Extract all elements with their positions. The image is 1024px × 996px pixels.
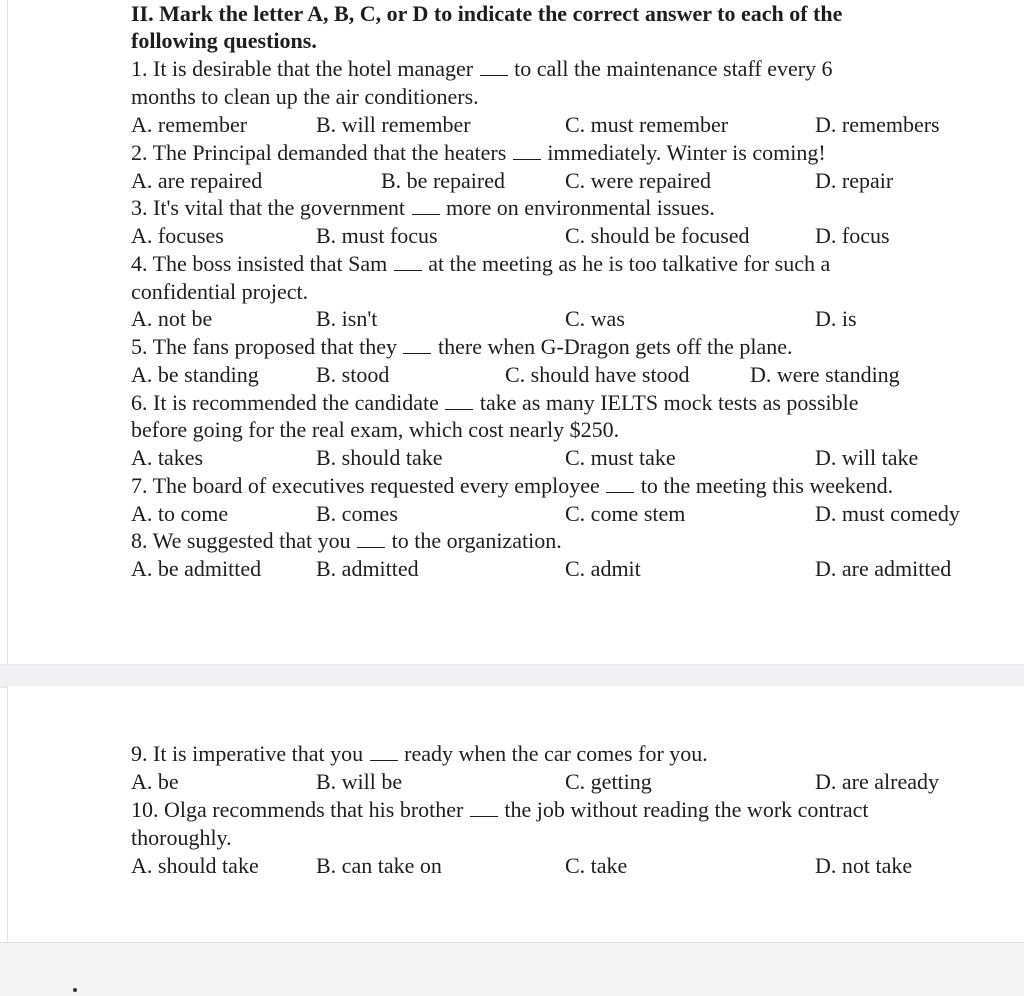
answer-blank	[412, 213, 440, 215]
answer-blank	[470, 815, 498, 817]
question-5: 5. The fans proposed that they there when G-Dragon gets off the plane.	[131, 334, 793, 359]
question-3: 3. It's vital that the government more on environmental issues.	[131, 195, 715, 220]
option-d: D. remembers	[815, 112, 940, 137]
option-a: A. be admitted	[131, 556, 262, 581]
answer-blank	[513, 158, 541, 160]
answer-blank	[445, 408, 473, 410]
option-a: A. focuses	[131, 223, 224, 248]
answer-blank	[394, 269, 422, 271]
option-c: C. admit	[565, 556, 641, 581]
option-d: D. focus	[815, 223, 890, 248]
answer-blank	[357, 546, 385, 548]
option-d: D. will take	[815, 445, 919, 470]
option-c: C. come stem	[565, 501, 686, 526]
option-c: C. was	[565, 306, 625, 331]
question-1-cont: months to clean up the air conditioners.	[131, 84, 479, 109]
option-b: B. will be	[316, 769, 403, 794]
option-c: C. must take	[565, 445, 676, 470]
option-c: C. should be focused	[565, 223, 750, 248]
option-d: D. must comedy	[815, 501, 960, 526]
question-7: 7. The board of executives requested every employee to the meeting this weekend.	[131, 473, 894, 498]
option-a: A. are repaired	[131, 168, 263, 193]
option-c: C. were repaired	[565, 168, 711, 193]
question-10: 10. Olga recommends that his brother the job without reading the work contract	[131, 797, 869, 822]
option-b: B. must focus	[316, 223, 438, 248]
section-heading-cont: following questions.	[131, 28, 317, 53]
question-8: 8. We suggested that you to the organization.	[131, 528, 562, 553]
answer-blank	[480, 74, 508, 76]
option-b: B. can take on	[316, 853, 442, 878]
option-b: B. stood	[316, 362, 390, 387]
question-2: 2. The Principal demanded that the heaters immediately. Winter is coming!	[131, 140, 826, 165]
option-a: A. to come	[131, 501, 229, 526]
question-4-cont: confidential project.	[131, 279, 309, 304]
option-a: A. should take	[131, 853, 259, 878]
option-b: B. admitted	[316, 556, 419, 581]
option-b: B. will remember	[316, 112, 471, 137]
question-6: 6. It is recommended the candidate take as many IELTS mock tests as possible	[131, 390, 859, 415]
option-a: A. be standing	[131, 362, 259, 387]
option-d: D. is	[815, 306, 857, 331]
option-a: A. remember	[131, 112, 248, 137]
answer-blank	[403, 352, 431, 354]
option-b: B. isn't	[316, 306, 378, 331]
question-6-cont: before going for the real exam, which cost nearly $250.	[131, 417, 620, 442]
question-10-cont: thoroughly.	[131, 825, 232, 850]
question-1: 1. It is desirable that the hotel manager to call the maintenance staff every 6	[131, 56, 833, 81]
option-d: D. are already	[815, 769, 939, 794]
answer-blank	[606, 491, 634, 493]
option-b: B. comes	[316, 501, 398, 526]
footer-dot	[73, 988, 77, 992]
option-a: A. takes	[131, 445, 204, 470]
option-a: A. be	[131, 769, 179, 794]
question-9: 9. It is imperative that you ready when the car comes for you.	[131, 741, 708, 766]
option-c: C. should have stood	[505, 362, 690, 387]
question-4: 4. The boss insisted that Sam at the meeting as he is too talkative for such a	[131, 251, 831, 276]
option-d: D. not take	[815, 853, 913, 878]
option-d: D. were standing	[750, 362, 900, 387]
answer-blank	[370, 759, 398, 761]
option-c: C. must remember	[565, 112, 729, 137]
option-a: A. not be	[131, 306, 213, 331]
footer-band	[0, 942, 1024, 996]
section-heading: II. Mark the letter A, B, C, or D to indicate the correct answer to each of the	[131, 1, 843, 26]
option-c: C. take	[565, 853, 628, 878]
option-d: D. repair	[815, 168, 894, 193]
option-b: B. should take	[316, 445, 443, 470]
option-d: D. are admitted	[815, 556, 952, 581]
option-c: C. getting	[565, 769, 652, 794]
page-break-band	[0, 664, 1024, 688]
option-b: B. be repaired	[381, 168, 505, 193]
